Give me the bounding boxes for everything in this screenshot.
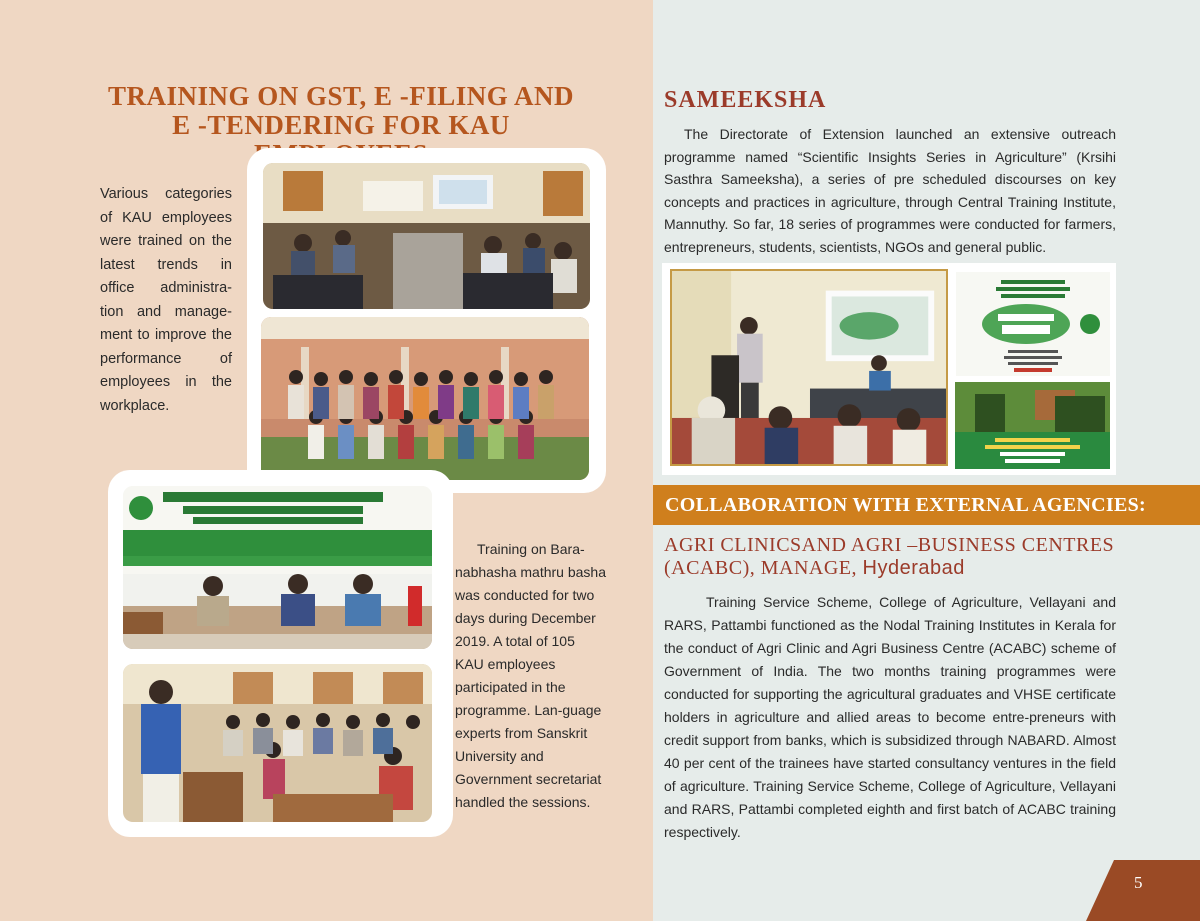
group-photo (261, 317, 589, 480)
sameeksha-poster (956, 272, 1110, 376)
sameeksha-paragraph (664, 123, 1116, 258)
sameeksha-event-poster (955, 382, 1110, 469)
language-training-paragraph (455, 538, 607, 814)
language-training-text: Training on Bara-nabhasha mathru basha was conducted for two days during December 2019. A total of 105 KAU employees participated in the programme. Lan-guage experts from Sanskrit University and Government secretariat handled the sessions. (455, 541, 606, 810)
gst-heading-line2: E -TENDERING FOR KAU (172, 110, 510, 140)
acabc-paragraph (664, 591, 1116, 844)
language-training-banner-photo (123, 486, 432, 649)
acabc-heading (664, 534, 1124, 580)
classroom-training-photo (263, 163, 590, 309)
gst-heading-line1: TRAINING ON GST, E -FILING AND (107, 81, 575, 111)
page-number: 5 (1134, 873, 1143, 892)
acabc-heading-location: Hyderabad (862, 557, 965, 579)
sameeksha-text: The Directorate of Extension launched an extensive outreach programme named “Scientific Insights Series in Agriculture” (Krsihi Sasthra Sameeksha), a series of pre scheduled discourses on key concepts and practices in agriculture, through Central Training Institute, Mannuthy. So far, 18 series of programmes were conducted for farmers, entrepreneurs, students, scientists, NGOs and general public. (664, 126, 1116, 255)
gst-training-paragraph: Various categories of KAU employees were trained on the latest trends in office administra-tion and manage-ment to improve the performance of employees in the workplace. (100, 186, 232, 414)
acabc-text: Training Service Scheme, College of Agriculture, Vellayani and RARS, Pattambi functioned as the Nodal Training Institutes in Kerala for the conduct of Agri Clinic and Agri Business Centre (ACABC) scheme of Government of India. The two months training programmes were conducted for supporting the agricultural graduates and VHSE certificate holders in agriculture and allied areas to become entre-preneurs with credit support from banks, which is subsidized through NABARD. Almost 40 per cent of the trainees have started consultancy ventures in the field of agriculture. Training Service Scheme, College of Agriculture, Vellayani and RARS, Pattambi completed eighth and first batch of ACABC training respectively. (664, 594, 1116, 840)
sameeksha-heading: SAMEEKSHA (664, 87, 827, 113)
acabc-heading-main: AGRI CLINICSAND AGRI –BUSINESS CENTRES (ACABC), MANAGE, (664, 534, 1115, 579)
collaboration-title: COLLABORATION WITH EXTERNAL AGENCIES: (665, 494, 1147, 516)
sameeksha-session-photo (670, 269, 948, 466)
page-number-tab (1086, 860, 1200, 921)
lecture-session-photo (123, 664, 432, 822)
